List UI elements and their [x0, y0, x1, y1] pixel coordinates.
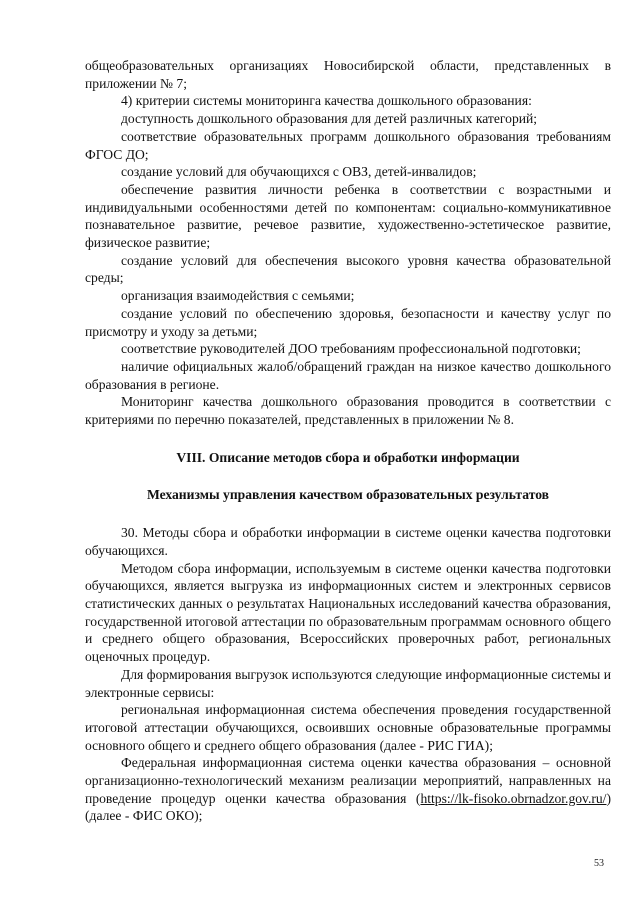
paragraph: Методом сбора информации, используемым в системе оценки качества подготовки обучающихся, является выгрузка из информационных систем и электронных сервисов статистических данных о результатах Национальных исследований качества образования, государственной итоговой аттестации по образовательным программам основного общего и среднего общего образования, Всероссийских проверочных работ, региональных оценочных процедур. — [85, 560, 611, 665]
fis-oko-text: Федеральная информационная система оценки качества образования – основной организационно-технологический механизм реализации мероприятий, направленных на проведение процедур оценки качества образования ( — [85, 755, 611, 806]
paragraph: 30. Методы сбора и обработки информации в системе оценки качества подготовки обучающихся. — [85, 525, 611, 558]
paragraph: соответствие руководителей ДОО требованиям профессиональной подготовки; — [121, 341, 581, 357]
document-page — [85, 57, 611, 825]
methods-text — [85, 524, 611, 754]
section-heading: VIII. Описание методов сбора и обработки информации — [176, 449, 520, 465]
paragraph: создание условий для обучающихся с ОВЗ, детей-инвалидов; — [121, 164, 477, 180]
fis-oko-tail: )(далее - ФИС ОКО); — [85, 790, 611, 824]
paragraph: Для формирования выгрузок используются следующие информационные системы и электронные сервисы: — [85, 666, 611, 700]
paragraph: доступность дошкольного образования для детей различных категорий; — [121, 111, 538, 127]
paragraph: Мониторинг качества дошкольного образования проводится в соответствии с критериями по перечню показателей, представленных в приложении № 8. — [85, 394, 611, 428]
fis-oko-paragraph — [85, 754, 611, 825]
paragraph: организация взаимодействия с семьями; — [121, 288, 355, 304]
paragraph: наличие официальных жалоб/обращений граждан на низкое качество дошкольного образования в регионе. — [85, 358, 611, 392]
criteria-list — [85, 57, 611, 429]
paragraph: региональная информационная система обеспечения проведения государственной итоговой аттестации обучающихся, освоивших основные образовательные программы основного общего и среднего общего образования (далее - РИС ГИА); — [85, 702, 611, 753]
page-number: 53 — [594, 858, 604, 869]
paragraph: создание условий по обеспечению здоровья, безопасности и качеству услуг по присмотру и уходу за детьми; — [85, 305, 611, 339]
subsection-heading: Механизмы управления качеством образовательных результатов — [146, 487, 550, 503]
fis-oko-link[interactable]: https://lk-fisoko.obrnadzor.gov.ru/ — [420, 790, 607, 806]
paragraph: 4) критерии системы мониторинга качества дошкольного образования: — [121, 93, 532, 109]
paragraph: обеспечение развития личности ребенка в соответствии с возрастными и индивидуальными особенностями детей по компонентам: социально-коммуникативное познавательное развитие, речевое развитие, художественно-эстетическое развитие, физическое развитие; — [85, 181, 611, 251]
paragraph: создание условий для обеспечения высокого уровня качества образовательной среды; — [85, 252, 611, 286]
paragraph: общеобразовательных организациях Новосибирской области, представленных в приложении № 7; — [85, 58, 611, 91]
paragraph: соответствие образовательных программ дошкольного образования требованиям ФГОС ДО; — [85, 128, 611, 162]
